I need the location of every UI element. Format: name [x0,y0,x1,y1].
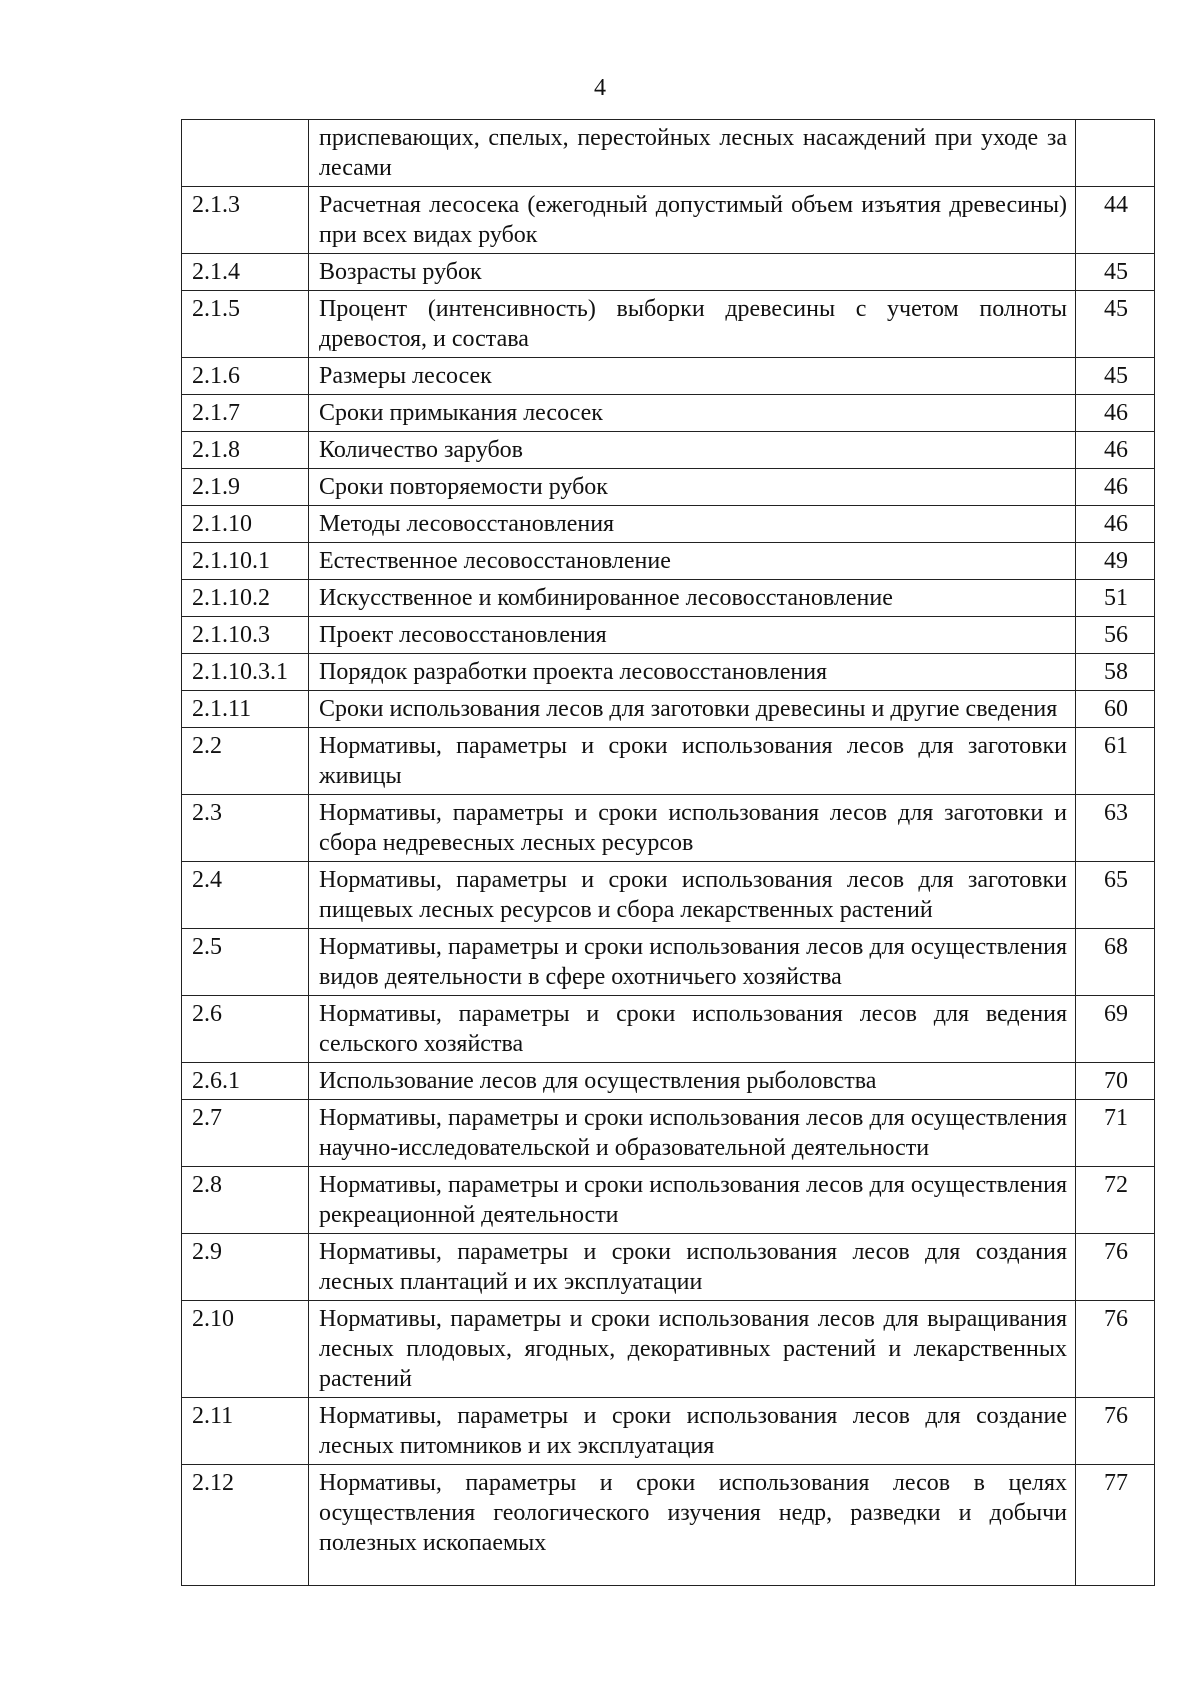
toc-section-number: 2.1.10.3.1 [182,654,309,691]
toc-row [182,469,1155,506]
toc-section-title: Порядок разработки проекта лесовосстановления [309,654,1076,691]
toc-page-number: 70 [1076,1063,1155,1100]
toc-section-number: 2.1.10.2 [182,580,309,617]
toc-section-title: приспевающих, спелых, перестойных лесных насаждений при уходе за лесами [309,120,1076,187]
toc-row [182,654,1155,691]
toc-page-number: 61 [1076,728,1155,795]
toc-page-number: 76 [1076,1234,1155,1301]
toc-section-number: 2.1.4 [182,254,309,291]
toc-row [182,617,1155,654]
toc-row [182,728,1155,795]
toc-page-number: 46 [1076,432,1155,469]
toc-row [182,929,1155,996]
toc-section-title: Нормативы, параметры и сроки использования лесов для заготовки и сбора недревесных лесных ресурсов [309,795,1076,862]
toc-page-number: 45 [1076,254,1155,291]
toc-section-number: 2.1.7 [182,395,309,432]
toc-section-title: Расчетная лесосека (ежегодный допустимый объем изъятия древесины) при всех видах рубок [309,187,1076,254]
toc-section-number: 2.1.3 [182,187,309,254]
toc-page-number: 51 [1076,580,1155,617]
toc-page-number: 49 [1076,543,1155,580]
toc-page-number: 45 [1076,291,1155,358]
toc-section-title: Методы лесовосстановления [309,506,1076,543]
toc-section-title: Сроки повторяемости рубок [309,469,1076,506]
toc-row [182,1465,1155,1586]
toc-table [181,119,1155,1586]
toc-section-title: Нормативы, параметры и сроки использования лесов для осуществления рекреационной деятельности [309,1167,1076,1234]
toc-row [182,506,1155,543]
toc-section-number: 2.10 [182,1301,309,1398]
toc-section-number: 2.4 [182,862,309,929]
toc-row [182,580,1155,617]
toc-row [182,291,1155,358]
toc-section-title: Сроки примыкания лесосек [309,395,1076,432]
toc-section-number: 2.2 [182,728,309,795]
toc-row [182,862,1155,929]
toc-row [182,691,1155,728]
toc-section-title: Количество зарубов [309,432,1076,469]
toc-section-title: Нормативы, параметры и сроки использования лесов для заготовки живицы [309,728,1076,795]
toc-section-number [182,120,309,187]
toc-page-number: 45 [1076,358,1155,395]
toc-row [182,1398,1155,1465]
toc-section-number: 2.11 [182,1398,309,1465]
toc-page-number: 72 [1076,1167,1155,1234]
toc-section-title: Использование лесов для осуществления рыболовства [309,1063,1076,1100]
toc-section-title: Возрасты рубок [309,254,1076,291]
toc-row [182,187,1155,254]
toc-page-number: 46 [1076,395,1155,432]
toc-page-number: 56 [1076,617,1155,654]
toc-section-number: 2.1.10.3 [182,617,309,654]
toc-section-title: Искусственное и комбинированное лесовосстановление [309,580,1076,617]
toc-section-number: 2.3 [182,795,309,862]
toc-section-title: Нормативы, параметры и сроки использования лесов для создание лесных питомников и их эксплуатация [309,1398,1076,1465]
toc-section-title: Размеры лесосек [309,358,1076,395]
toc-section-number: 2.1.9 [182,469,309,506]
toc-section-number: 2.1.5 [182,291,309,358]
toc-section-title: Нормативы, параметры и сроки использования лесов для создания лесных плантаций и их эксплуатации [309,1234,1076,1301]
toc-row [182,120,1155,187]
toc-row [182,1167,1155,1234]
toc-section-number: 2.6 [182,996,309,1063]
toc-section-title: Нормативы, параметры и сроки использования лесов для выращивания лесных плодовых, ягодных, декоративных растений и лекарственных растений [309,1301,1076,1398]
toc-section-number: 2.1.11 [182,691,309,728]
toc-page-number: 58 [1076,654,1155,691]
toc-page-number: 77 [1076,1465,1155,1586]
toc-section-number: 2.5 [182,929,309,996]
toc-section-number: 2.1.10.1 [182,543,309,580]
toc-section-number: 2.1.6 [182,358,309,395]
toc-section-number: 2.7 [182,1100,309,1167]
toc-page-number: 63 [1076,795,1155,862]
toc-section-title: Нормативы, параметры и сроки использования лесов для осуществления научно-исследовательской и образовательной деятельности [309,1100,1076,1167]
toc-body [182,120,1155,1586]
toc-page-number: 71 [1076,1100,1155,1167]
toc-row [182,1063,1155,1100]
toc-section-title: Естественное лесовосстановление [309,543,1076,580]
toc-section-title: Проект лесовосстановления [309,617,1076,654]
toc-row [182,543,1155,580]
toc-page-number: 76 [1076,1301,1155,1398]
toc-section-number: 2.8 [182,1167,309,1234]
toc-row [182,1301,1155,1398]
toc-page-number: 46 [1076,469,1155,506]
toc-row [182,254,1155,291]
page-number: 4 [594,75,606,101]
toc-section-title: Сроки использования лесов для заготовки древесины и другие сведения [309,691,1076,728]
toc-page-number: 44 [1076,187,1155,254]
toc-page-number: 69 [1076,996,1155,1063]
toc-section-number: 2.6.1 [182,1063,309,1100]
toc-section-title: Нормативы, параметры и сроки использования лесов для заготовки пищевых лесных ресурсов и сбора лекарственных растений [309,862,1076,929]
toc-section-number: 2.9 [182,1234,309,1301]
toc-row [182,395,1155,432]
toc-page-number: 68 [1076,929,1155,996]
toc-section-number: 2.1.8 [182,432,309,469]
toc-section-title: Нормативы, параметры и сроки использования лесов в целях осуществления геологического изучения недр, разведки и добычи полезных ископаемых [309,1465,1076,1586]
toc-section-number: 2.1.10 [182,506,309,543]
toc-section-number: 2.12 [182,1465,309,1586]
toc-row [182,432,1155,469]
toc-section-title: Нормативы, параметры и сроки использования лесов для ведения сельского хозяйства [309,996,1076,1063]
toc-page-number: 60 [1076,691,1155,728]
toc-row [182,996,1155,1063]
toc-section-title: Нормативы, параметры и сроки использования лесов для осуществления видов деятельности в сфере охотничьего хозяйства [309,929,1076,996]
toc-row [182,1100,1155,1167]
toc-row [182,1234,1155,1301]
toc-page-number [1076,120,1155,187]
toc-page-number: 76 [1076,1398,1155,1465]
toc-row [182,795,1155,862]
toc-section-title: Процент (интенсивность) выборки древесины с учетом полноты древостоя, и состава [309,291,1076,358]
toc-page-number: 65 [1076,862,1155,929]
toc-page-number: 46 [1076,506,1155,543]
toc-row [182,358,1155,395]
